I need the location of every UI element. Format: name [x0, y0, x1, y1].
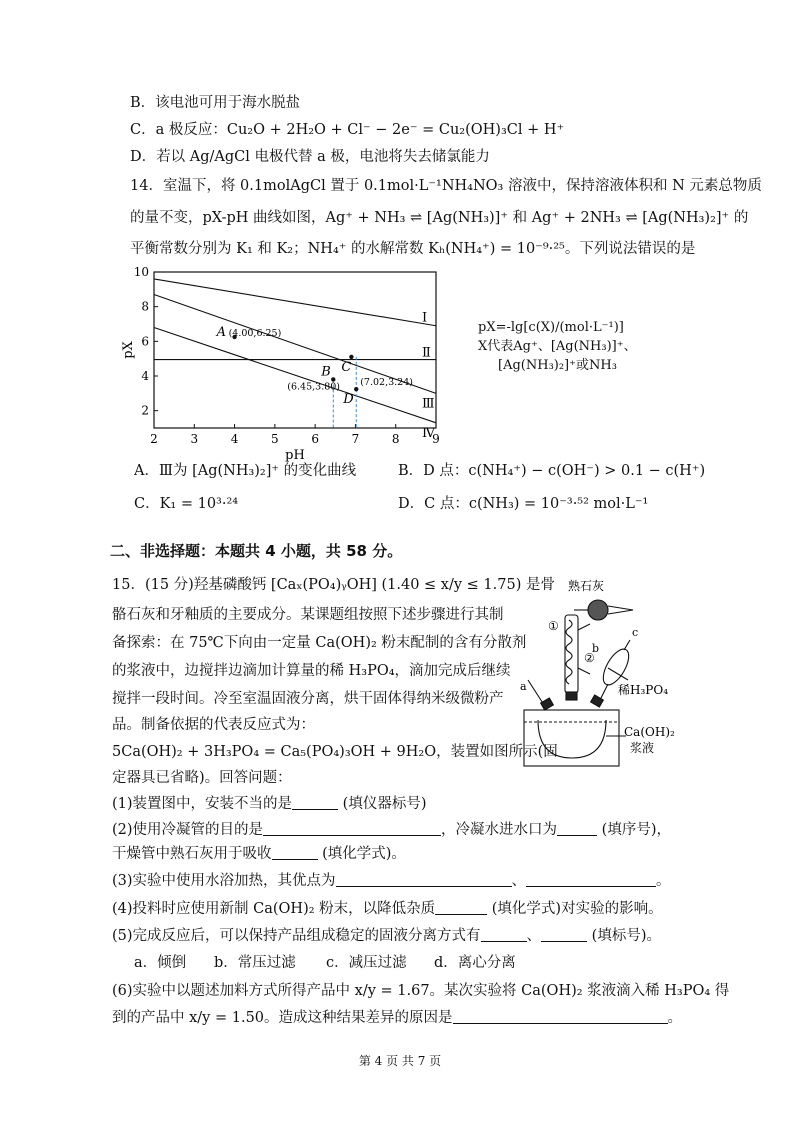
x-tick-label: 6 [311, 432, 319, 446]
q15-para-8: 定器具已省略)。回答问题： [112, 770, 292, 786]
label-slurry-2: 浆液 [630, 741, 655, 755]
q14-option-d: D．C 点：c(NH₃) = 10⁻³·⁵² mol·L⁻¹ [398, 496, 649, 512]
drying-tube-end [608, 606, 633, 614]
q15-sub3-sep: 、 [511, 873, 527, 889]
q15-sub6-text: 到的产品中 x/y = 1.50。造成这种结果差异的原因是 [112, 1010, 453, 1026]
q15-sub4-hint: (填化学式)对实验的影响。 [491, 901, 663, 917]
answer-blank-5b[interactable] [541, 926, 587, 942]
answer-blank-2c[interactable] [272, 844, 318, 860]
q13-option-b: B．该电池可用于海水脱盐 [130, 95, 301, 111]
q15-sub3-end: 。 [656, 873, 671, 889]
stopper-left [541, 698, 554, 710]
q15-para-4: 的浆液中，边搅拌边滴加计算量的稀 H₃PO₄，滴加完成后继续 [112, 663, 511, 679]
q15-sub6-end: 。 [667, 1010, 683, 1026]
q15-sub1 [112, 794, 426, 814]
q15-option-c: c．减压过滤 [326, 955, 407, 971]
answer-blank-4[interactable] [435, 899, 487, 915]
legend-line3: [Ag(NH₃)₂]⁺或NH₃ [498, 358, 617, 373]
label-acid: 稀H₃PO₄ [618, 683, 668, 697]
q15-sub3-text: (3)实验中使用水浴加热，其优点为 [112, 873, 336, 889]
label-c: c [632, 626, 639, 639]
y-axis-label: pX [121, 341, 136, 359]
answer-blank-2a[interactable] [263, 820, 441, 836]
q15-para-1: 15．(15 分)羟基磷酸钙 [Caₓ(PO₄)ᵧOH] (1.40 ≤ x/y ≤ 1.75) 是骨 [112, 577, 555, 593]
point-coord: (4.00,6.25) [228, 328, 282, 339]
q15-sub2-cont [112, 844, 406, 864]
answer-blank-3a[interactable] [336, 871, 512, 887]
answer-blank-2b[interactable] [557, 820, 597, 836]
y-tick-label: 4 [141, 369, 149, 383]
q14-stem-line3: 平衡常数分别为 K₁ 和 K₂；NH₄⁺ 的水解常数 Kₕ(NH₄⁺) = 10⁻⁹·²⁵。下列说法错误的是 [130, 241, 696, 257]
q14-option-c: C．K₁ = 10³·²⁴ [134, 496, 239, 512]
data-point [354, 387, 358, 391]
q15-sub5-text: (5)完成反应后，可以保持产品组成稳定的固液分离方式有 [112, 928, 481, 944]
x-tick-label: 7 [351, 432, 360, 446]
q15-sub1-text: (1)装置图中，安装不当的是 [112, 796, 293, 812]
q15-sub2-text3: 干燥管中熟石灰用于吸收 [112, 846, 272, 862]
y-tick-label: 10 [133, 265, 149, 279]
x-axis-label: pH [285, 448, 305, 463]
answer-blank-3b[interactable] [526, 871, 656, 887]
q15-sub2-text: (2)使用冷凝管的目的是 [112, 822, 264, 838]
q15-sub1-hint: (填仪器标号) [342, 796, 427, 812]
y-tick-label: 2 [141, 403, 149, 418]
q14-option-b: B．D 点：c(NH₄⁺) − c(OH⁻) > 0.1 − c(H⁺) [398, 463, 706, 479]
q15-sub5-sep: 、 [526, 928, 542, 944]
point-label: C [341, 359, 352, 375]
condenser-inlet [578, 668, 590, 674]
q15-para-6: 品。制备依据的代表反应式为： [112, 717, 315, 733]
section-heading: 二、非选择题：本题共 4 小题，共 58 分。 [110, 542, 403, 560]
x-tick-label: 3 [190, 432, 199, 446]
label-2: ② [584, 651, 595, 665]
series-label: Ⅲ [422, 396, 435, 412]
plot-frame [154, 272, 436, 428]
point-coord: (7.02,3.24) [360, 377, 413, 389]
q15-sub6-line1: (6)实验中以题述加料方式所得产品中 x/y = 1.67。某次实验将 Ca(OH)₂ 浆液滴入稀 H₃PO₄ 得 [112, 983, 730, 999]
q15-sub5-hint: (填标号)。 [591, 928, 661, 944]
series-label: Ⅳ [422, 425, 435, 441]
series-label: Ⅱ [422, 345, 431, 361]
q15-sub2 [112, 820, 671, 840]
page-footer: 第 4 页 共 7 页 [358, 1054, 442, 1068]
q15-para-3: 备探索：在 75℃下向由一定量 Ca(OH)₂ 粉末配制的含有分散剂 [112, 635, 527, 651]
label-a: a [520, 680, 527, 693]
funnel-stem [600, 684, 608, 700]
q15-option-d: d．离心分离 [434, 955, 516, 971]
condenser-outlet [578, 624, 590, 630]
q15-sub4 [112, 899, 663, 919]
q15-sub5 [112, 926, 661, 946]
point-label: B [321, 364, 331, 380]
q14-stem-line2: 的量不变，pX-pH 曲线如图，Ag⁺ + NH₃ ⇌ [Ag(NH₃)]⁺ 和 Ag⁺ + 2NH₃ ⇌ [Ag(NH₃)₂]⁺ 的 [130, 210, 749, 226]
px-ph-chart [110, 262, 460, 463]
point-label: A [216, 325, 226, 340]
x-tick-label: 4 [230, 432, 239, 446]
x-tick-label: 9 [432, 432, 440, 446]
q15-option-b: b．常压过滤 [214, 955, 296, 971]
q15-para-2: 骼石灰和牙釉质的主要成分。某课题组按照下述步骤进行其制 [112, 607, 504, 623]
y-tick-label: 6 [141, 334, 149, 349]
q15-sub2-hint2: (填化学式)。 [322, 846, 406, 862]
label-b: b [592, 642, 600, 655]
q15-sub2-hint: (填序号)， [601, 822, 671, 838]
q14-option-a: A．Ⅲ为 [Ag(NH₃)₂]⁺ 的变化曲线 [134, 463, 357, 479]
q15-para-5: 搅拌一段时间。冷至室温固液分离，烘干固体得纳米级微粉产 [112, 691, 504, 707]
stopper-center [566, 692, 577, 700]
label-1: ① [548, 619, 559, 633]
funnel-top [624, 640, 630, 650]
q15-para-7: 5Ca(OH)₂ + 3H₃PO₄ = Ca₅(PO₄)₃OH + 9H₂O，装置如图所示(固 [112, 744, 558, 760]
q15-sub2-text2: ，冷凝水进水口为 [441, 822, 558, 838]
answer-blank-6[interactable] [453, 1008, 668, 1024]
q13-option-d: D．若以 Ag/AgCl 电极代替 a 极，电池将失去储氯能力 [130, 149, 490, 165]
legend-line2: X代表Ag⁺、[Ag(NH₃)]⁺、 [478, 339, 637, 354]
apparatus-diagram [508, 572, 688, 772]
label-slurry-1: Ca(OH)₂ [624, 725, 675, 739]
series-line [154, 327, 436, 422]
legend-line1: pX=-lg[c(X)/(mol·L⁻¹)] [478, 320, 624, 335]
three-neck-flask [538, 720, 606, 758]
point-coord: (6.45,3.80) [287, 381, 341, 393]
condenser-coil [566, 620, 572, 684]
q15-option-a: a．倾倒 [134, 955, 187, 971]
x-tick-label: 2 [150, 432, 158, 446]
drying-tube-bulb [588, 600, 608, 620]
x-tick-label: 5 [271, 432, 279, 446]
x-tick-label: 8 [391, 432, 400, 446]
point-label: D [343, 392, 354, 408]
label-lime: 熟石灰 [568, 579, 605, 593]
answer-blank-1[interactable] [292, 794, 338, 810]
answer-blank-5a[interactable] [481, 926, 527, 942]
q15-sub3 [112, 871, 671, 891]
data-point [349, 355, 353, 359]
q15-sub4-text: (4)投料时应使用新制 Ca(OH)₂ 粉末，以降低杂质 [112, 901, 436, 917]
q14-stem-line1: 14．室温下，将 0.1molAgCl 置于 0.1mol·L⁻¹NH₄NO₃ 溶液中，保持溶液体积和 N 元素总物质 [130, 178, 762, 194]
series-line [154, 279, 436, 326]
series-label: Ⅰ [422, 310, 428, 326]
y-tick-label: 8 [141, 299, 149, 314]
q15-sub6 [112, 1008, 682, 1028]
q13-option-c: C．a 极反应：Cu₂O + 2H₂O + Cl⁻ − 2e⁻ = Cu₂(OH)₃Cl + H⁺ [130, 122, 565, 138]
